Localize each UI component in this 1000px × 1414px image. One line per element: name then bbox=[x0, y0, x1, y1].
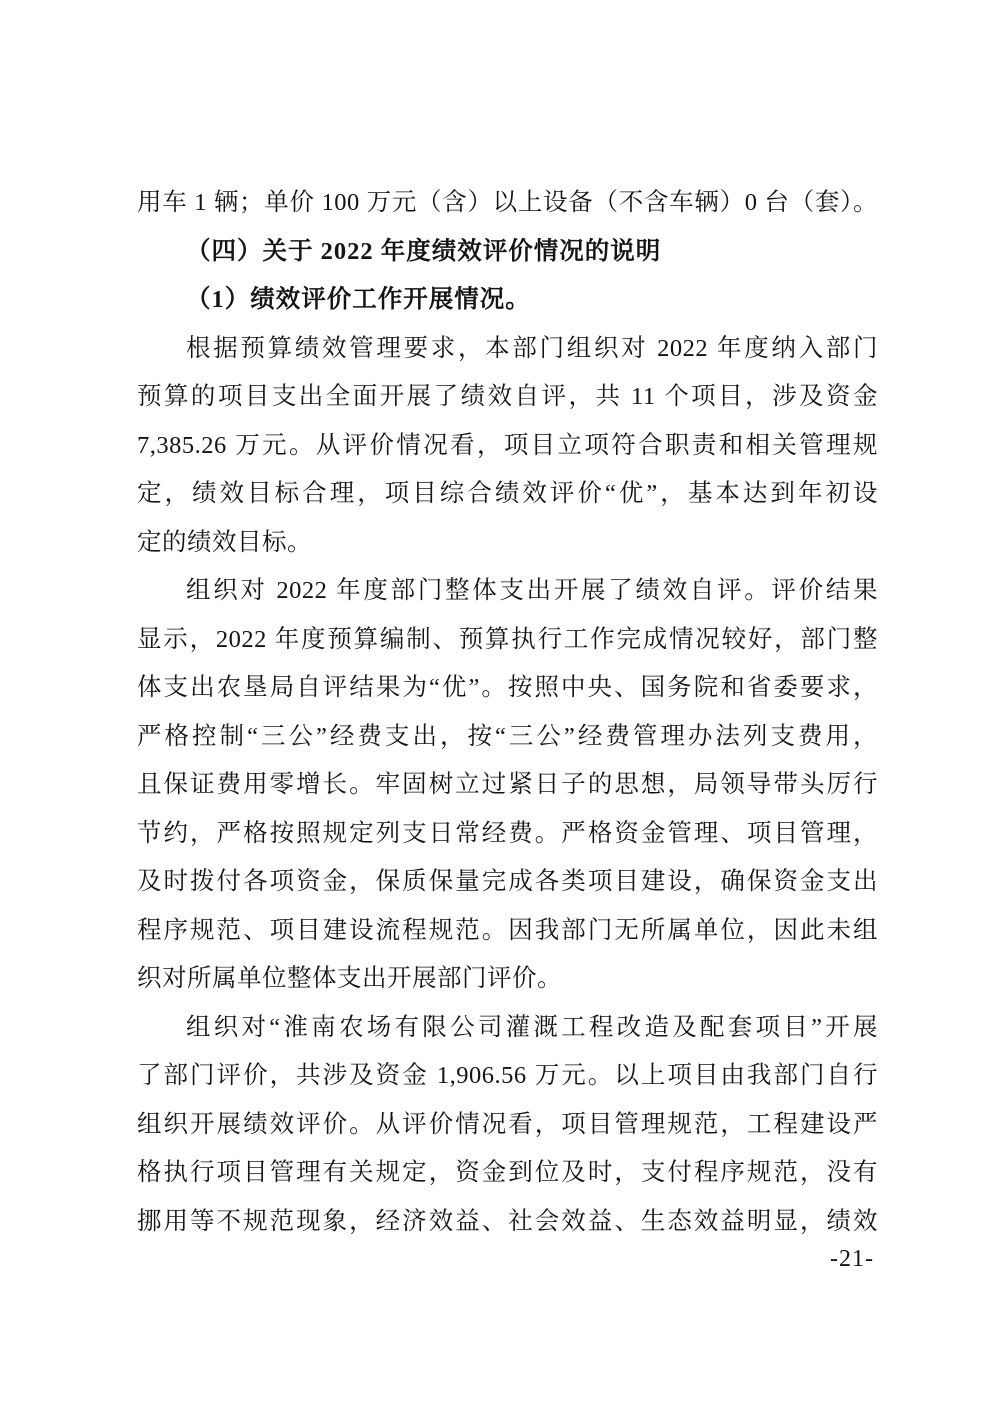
body-text-line: 组织开展绩效评价。从评价情况看，项目管理规范，工程建设严 bbox=[137, 1110, 878, 1138]
body-text-line: 体支出农垦局自评结果为“优”。按照中央、国务院和省委要求， bbox=[137, 674, 878, 701]
body-text-line: 且保证费用零增长。牢固树立过紧日子的思想，局领导带头厉行 bbox=[137, 771, 878, 798]
page-number: -21- bbox=[830, 1246, 874, 1272]
body-text-line: 程序规范、项目建设流程规范。因我部门无所属单位，因此未组 bbox=[137, 916, 878, 944]
body-text-line: 严格控制“三公”经费支出，按“三公”经费管理办法列支费用， bbox=[137, 722, 878, 750]
body-text-line: 格执行项目管理有关规定，资金到位及时，支付程序规范，没有 bbox=[137, 1159, 878, 1186]
heading-section-four: （四）关于 2022 年度绩效评价情况的说明 bbox=[186, 237, 662, 265]
heading-subsection-1: （1）绩效评价工作开展情况。 bbox=[186, 286, 531, 313]
body-text-line: 织对所属单位整体支出开展部门评价。 bbox=[137, 965, 562, 992]
body-text-line: 挪用等不规范现象，经济效益、社会效益、生态效益明显，绩效 bbox=[137, 1207, 878, 1235]
body-text-line: 根据预算绩效管理要求，本部门组织对 2022 年度纳入部门 bbox=[186, 334, 878, 362]
body-text-line: 组织对“淮南农场有限公司灌溉工程改造及配套项目”开展 bbox=[186, 1013, 878, 1041]
document-body bbox=[137, 179, 878, 1246]
body-text-line: 显示，2022 年度预算编制、预算执行工作完成情况较好，部门整 bbox=[137, 625, 878, 653]
body-text-line: 及时拨付各项资金，保质保量完成各类项目建设，确保资金支出 bbox=[137, 868, 878, 895]
body-text-line: 组织对 2022 年度部门整体支出开展了绩效自评。评价结果 bbox=[186, 577, 878, 604]
body-text-line: 节约，严格按照规定列支日常经费。严格资金管理、项目管理， bbox=[137, 819, 878, 847]
body-text-line: 用车 1 辆；单价 100 万元（含）以上设备（不含车辆）0 台（套）。 bbox=[137, 189, 878, 216]
body-text-line: 了部门评价，共涉及资金 1,906.56 万元。以上项目由我部门自行 bbox=[137, 1062, 878, 1089]
body-text-line: 定，绩效目标合理，项目综合绩效评价“优”，基本达到年初设 bbox=[137, 480, 878, 507]
body-text-line: 定的绩效目标。 bbox=[137, 528, 312, 556]
body-text-line: 预算的项目支出全面开展了绩效自评，共 11 个项目，涉及资金 bbox=[137, 383, 878, 410]
body-text-line: 7,385.26 万元。从评价情况看，项目立项符合职责和相关管理规 bbox=[137, 431, 878, 459]
